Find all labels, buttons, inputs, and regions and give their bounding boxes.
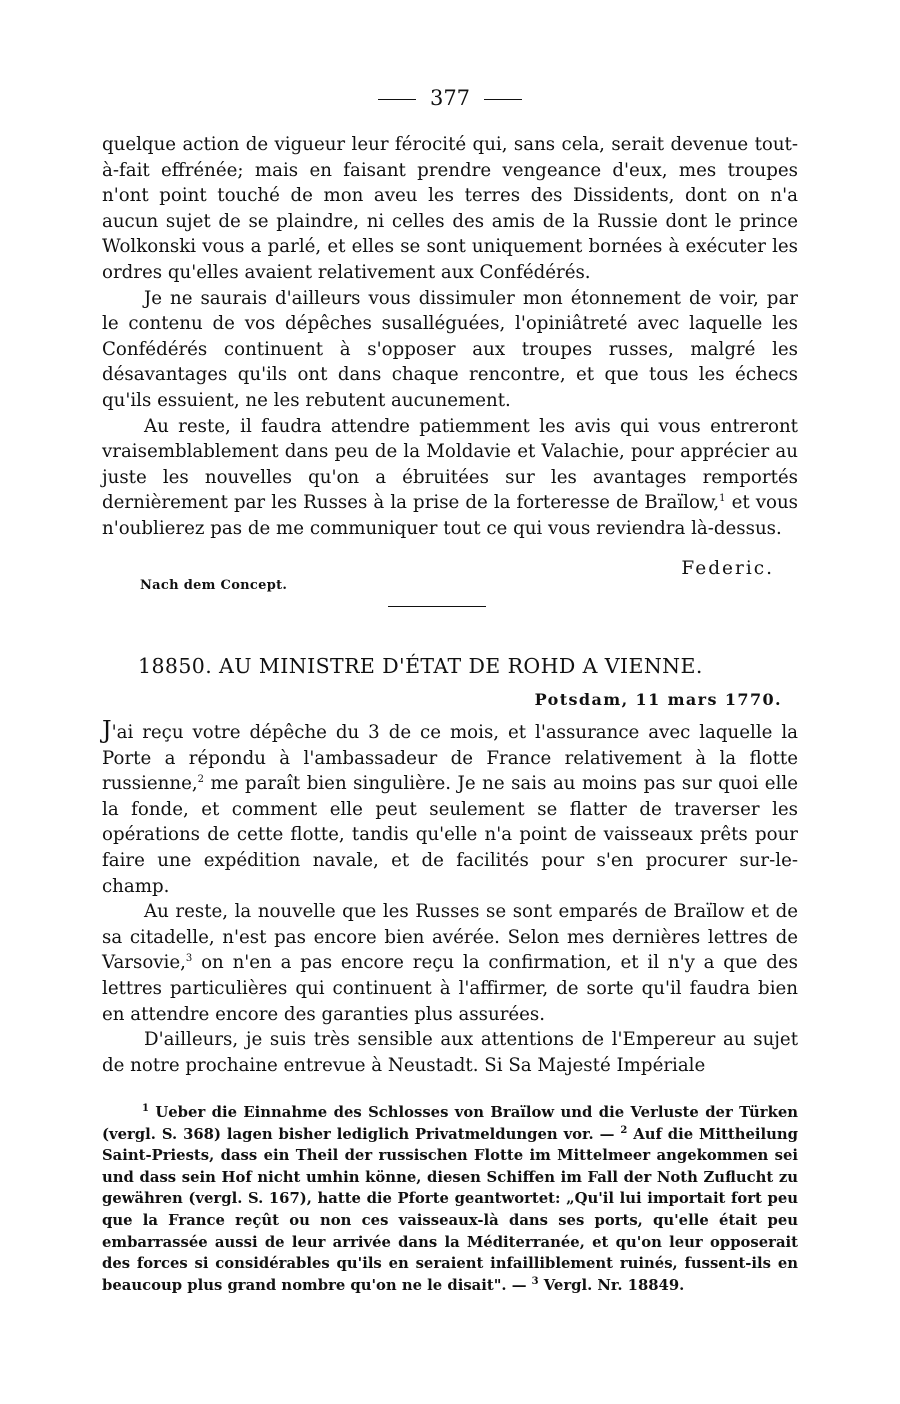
section-separator xyxy=(388,606,486,607)
paragraph-text: et vous n'oublierez pas de me communiquer tout ce qui vous reviendra là-dessus. xyxy=(102,492,798,539)
footnote-text: Ueber die Einnahme des Schlosses von Braïlow und die Verluste der Türken (vergl. S. 368) lagen bisher lediglich Privatmeldungen vor. — xyxy=(102,1104,798,1143)
paragraph-text: Au reste, la nouvelle que les Russes se sont emparés de Braïlow et de sa citadelle, n'est pas encore bien avérée. Selon mes dernières lettres de Varsovie, xyxy=(102,901,798,974)
footnote-mark: 1 xyxy=(142,1103,149,1115)
paragraph: D'ailleurs, je suis très sensible aux attentions de l'Empereur au sujet de notre prochaine entrevue à Neustadt. Si Sa Majesté Impériale xyxy=(102,1029,798,1076)
footnotes xyxy=(102,1102,798,1296)
paragraph-text: 'ai reçu votre dépêche du 3 de ce mois, et l'assurance avec laquelle la Porte a répondu à l'ambassadeur de France relativement à la flotte russienne, xyxy=(102,722,798,795)
footnote-ref: 3 xyxy=(185,953,193,965)
paragraph: Je ne saurais d'ailleurs vous dissimuler mon étonnement de voir, par le contenu de vos dépêches susalléguées, l'opiniâtreté avec laquelle les Confédérés continuent à s'opposer aux troupes russes, malgré les désavantages qu'ils ont dans chaque rencontre, et que tous les échecs qu'ils essuient, ne les rebutent aucunement. xyxy=(102,287,798,411)
header-dash-right xyxy=(484,99,522,100)
letter-title: 18850. AU MINISTRE D'ÉTAT DE ROHD A VIENNE. xyxy=(138,654,703,678)
footnote-mark: 3 xyxy=(531,1275,539,1287)
footnote-text: Auf die Mittheilung Saint-Priests, dass ein Theil der russischen Flotte im Mittelmeer angekommen sei und dass sein Hof nicht umhin könne, diesen Schiffen im Fall der Noth Zuflucht zu gewähren (vergl. S. 167), hatte die Pforte geantwortet: „Qu'il lui importait fort peu que la France reçût ou non ces vaisseaux-là dans ses ports, qu'elle était peu embarrassée aussi de leur arrivée dans la Méditerranée, et qu'on leur opposerait des forces si considérables qu'ils en seraient infailliblement ruinés, fussent-ils en beaucoup plus grand nombre qu'on ne le disait". — xyxy=(102,1125,799,1294)
paragraph-text: on n'en a pas encore reçu la confirmation, et il n'y a que des lettres particulières qui continuent à l'affirmer, de sorte qu'il faudra bien en attendre encore des garanties plus assurées. xyxy=(102,952,798,1025)
page-header xyxy=(0,86,900,110)
footnote-ref: 1 xyxy=(719,493,726,505)
paragraph-text: Au reste, il faudra attendre patiemment les avis qui vous entreront vraisemblablement dans peu de la Moldavie et Valachie, pour apprécier au juste les nouvelles qu'on a ébruitées sur les avantages remportés dernièrement par les Russes à la prise de la forteresse de Braïlow, xyxy=(102,415,798,514)
paragraph xyxy=(102,414,798,542)
footnote-ref: 2 xyxy=(197,774,205,786)
letter-continuation xyxy=(102,132,798,542)
paragraph: quelque action de vigueur leur férocité qui, sans cela, serait devenue tout-à-fait effrénée; mais en faisant prendre vengeance d'eux, mes troupes n'ont point touché de mon aveu les terres des Dissidents, dont on n'a aucun sujet de se plaindre, ni celles des amis de la Russie dont le prince Wolkonski vous a parlé, et elles se sont uniquement bornées à exécuter les ordres qu'elles avaient relativement aux Confédérés. xyxy=(102,134,798,283)
concept-note: Nach dem Concept. xyxy=(140,578,288,593)
signature: Federic. xyxy=(681,558,774,579)
page-number: 377 xyxy=(429,86,471,110)
header-dash-left xyxy=(378,99,416,100)
signature-block xyxy=(102,552,798,602)
footnote-text: Vergl. Nr. 18849. xyxy=(543,1276,685,1294)
letter-date: Potsdam, 11 mars 1770. xyxy=(534,690,782,709)
footnote-mark: 2 xyxy=(620,1124,628,1136)
paragraph xyxy=(102,718,798,899)
footnote xyxy=(102,1102,798,1296)
drop-cap: J xyxy=(102,716,112,744)
paragraph xyxy=(102,899,798,1027)
paragraph-text: me paraît bien singulière. Je ne sais au moins pas sur quoi elle la fonde, et comment elle peut seulement se flatter de traverser les opérations de cette flotte, tandis qu'elle n'a point de vaisseaux prêts pour faire une expédition navale, et de facilités pour s'en procurer sur-le-champ. xyxy=(102,773,798,897)
letter-body xyxy=(102,718,798,1078)
